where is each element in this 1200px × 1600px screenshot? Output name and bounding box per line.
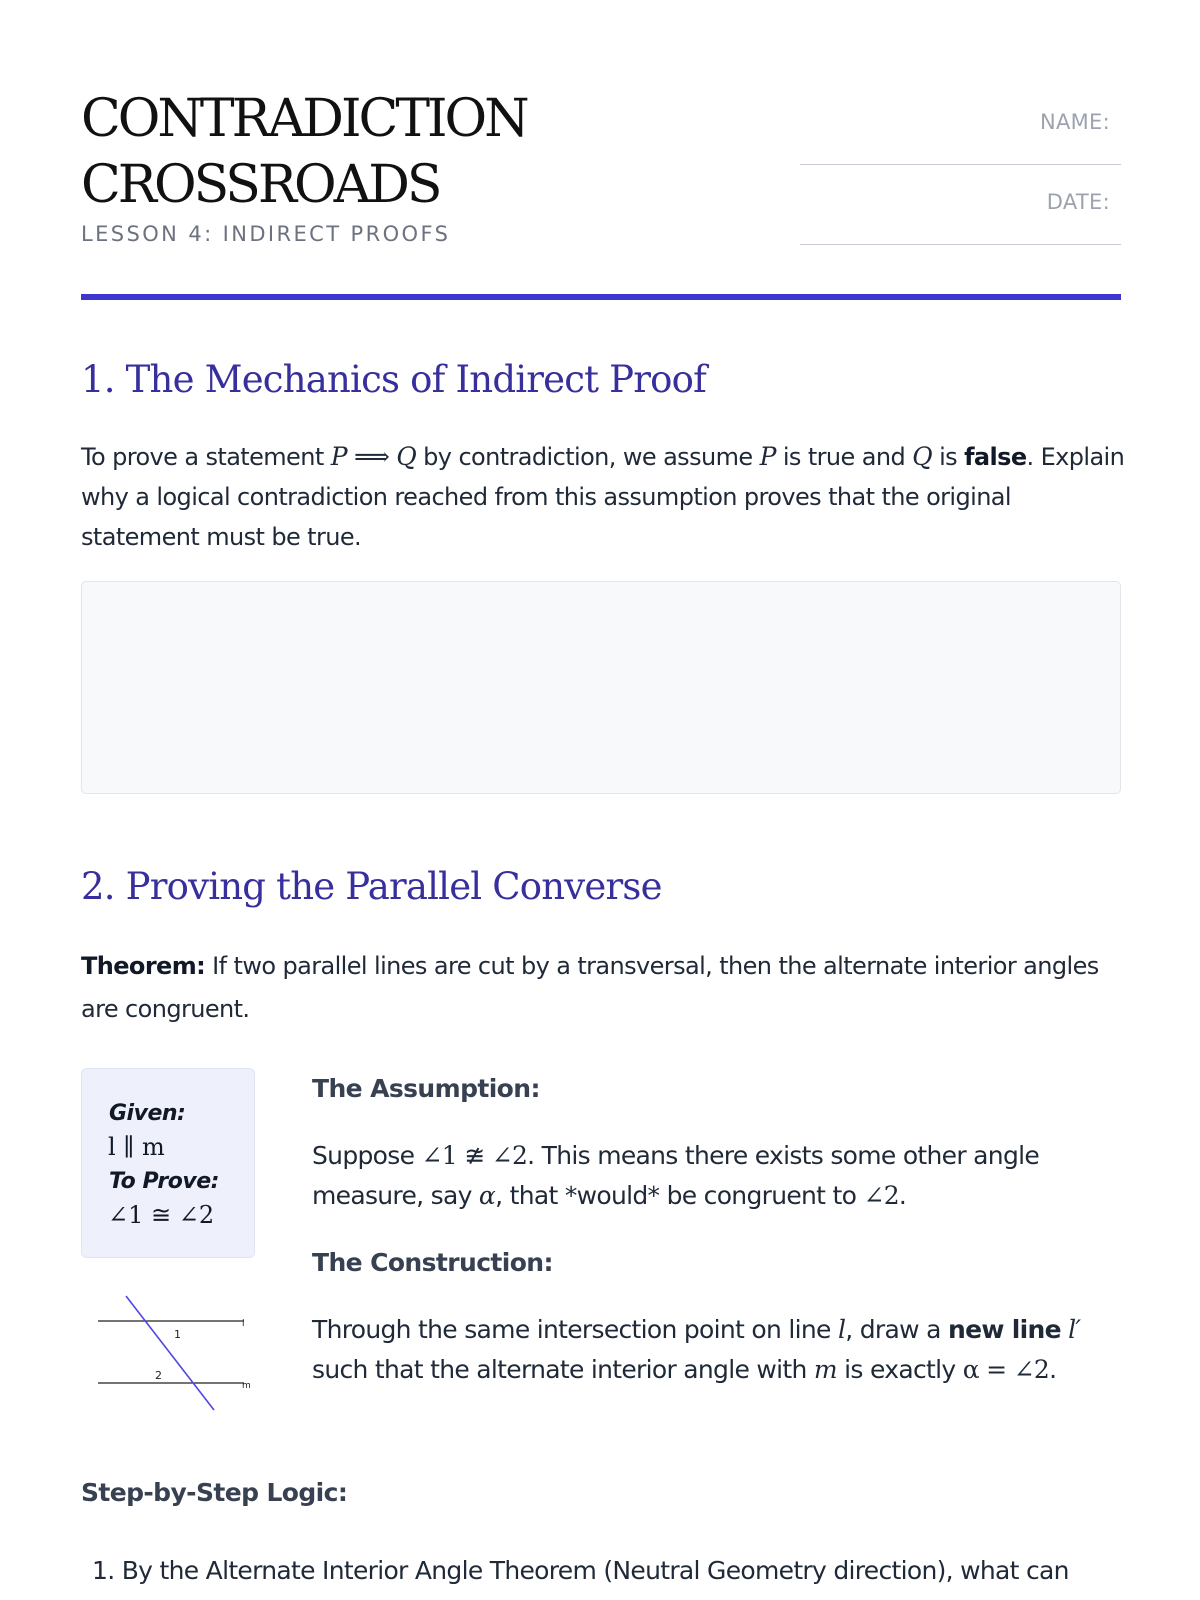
angle-2-label: 2 [155, 1369, 162, 1382]
given-label: Given: [109, 1101, 186, 1126]
date-field-line[interactable] [800, 244, 1121, 245]
math-implies: ⟹ [353, 442, 390, 471]
construction-heading: The Construction: [312, 1248, 553, 1277]
line-l-math: l [837, 1315, 846, 1344]
math-q: Q [912, 442, 933, 471]
section-1-prompt [81, 437, 1126, 557]
alpha-math: α [478, 1181, 496, 1210]
math-p: P [330, 442, 347, 471]
math-p: P [759, 442, 776, 471]
theorem-text: If two parallel lines are cut by a transversal, then the alternate interior angles are congruent. [81, 952, 1099, 1023]
title-line-1: CONTRADICTION [81, 89, 527, 149]
theorem-statement [81, 945, 1126, 1031]
assumption-part: Suppose [312, 1141, 415, 1170]
prompt-text: . Explain why a logical contradiction reached from this assumption proves that the original statement must be true. [81, 443, 1125, 551]
given-box [81, 1068, 255, 1258]
header-divider [81, 294, 1121, 300]
given-math: l ∥ m [108, 1133, 165, 1161]
assumption-part: , that *would* be congruent to [495, 1181, 857, 1210]
construction-part: is exactly [844, 1355, 956, 1384]
assumption-text [312, 1136, 1117, 1216]
prompt-text: is [939, 443, 958, 471]
prompt-text: is true and [782, 443, 906, 471]
construction-text [312, 1310, 1117, 1390]
step-1-text: 1. By the Alternate Interior Angle Theorem (Neutral Geometry direction), what can [92, 1556, 1069, 1585]
title-line-2: CROSSROADS [81, 155, 440, 215]
assumption-math: ∠1 ≇ ∠2 [421, 1141, 528, 1170]
construction-part: Through the same intersection point on line [312, 1315, 831, 1344]
worksheet-title [81, 86, 701, 218]
theorem-label: Theorem: [81, 952, 206, 980]
assumption-part: . This means there exists some other angle measure, say [312, 1141, 1040, 1210]
section-2-heading: 2. Proving the Parallel Converse [81, 865, 662, 908]
name-field-line[interactable] [800, 164, 1121, 165]
parallel-lines-diagram [94, 1290, 264, 1420]
angle-2-math: ∠2 [863, 1181, 899, 1210]
math-q: Q [396, 442, 417, 471]
transversal-line [126, 1296, 214, 1410]
to-prove-math: ∠1 ≅ ∠2 [108, 1201, 215, 1229]
construction-part: , draw a [845, 1315, 941, 1344]
section-1-heading: 1. The Mechanics of Indirect Proof [81, 358, 707, 401]
lesson-subtitle: LESSON 4: INDIRECT PROOFS [81, 222, 451, 246]
prompt-text: by contradiction, we assume [423, 443, 753, 471]
prompt-text: To prove a statement [81, 443, 324, 471]
alpha-equals-math: α = ∠2 [962, 1355, 1050, 1384]
line-m-math: m [813, 1355, 837, 1384]
line-l-label: l [242, 1319, 245, 1329]
line-l-prime-math: l′ [1068, 1315, 1081, 1344]
name-label: NAME: [1039, 110, 1110, 134]
construction-part: such that the alternate interior angle with [312, 1355, 807, 1384]
bold-new-line: new line [947, 1315, 1061, 1344]
assumption-part: . [898, 1181, 907, 1210]
line-m-label: m [242, 1381, 251, 1391]
assumption-heading: The Assumption: [312, 1074, 540, 1103]
answer-box[interactable] [81, 581, 1121, 794]
to-prove-label: To Prove: [109, 1169, 219, 1194]
date-label: DATE: [1046, 190, 1110, 214]
step-logic-heading: Step-by-Step Logic: [81, 1478, 348, 1507]
bold-false: false [964, 443, 1027, 471]
angle-1-label: 1 [174, 1328, 181, 1341]
construction-part: . [1049, 1355, 1057, 1384]
